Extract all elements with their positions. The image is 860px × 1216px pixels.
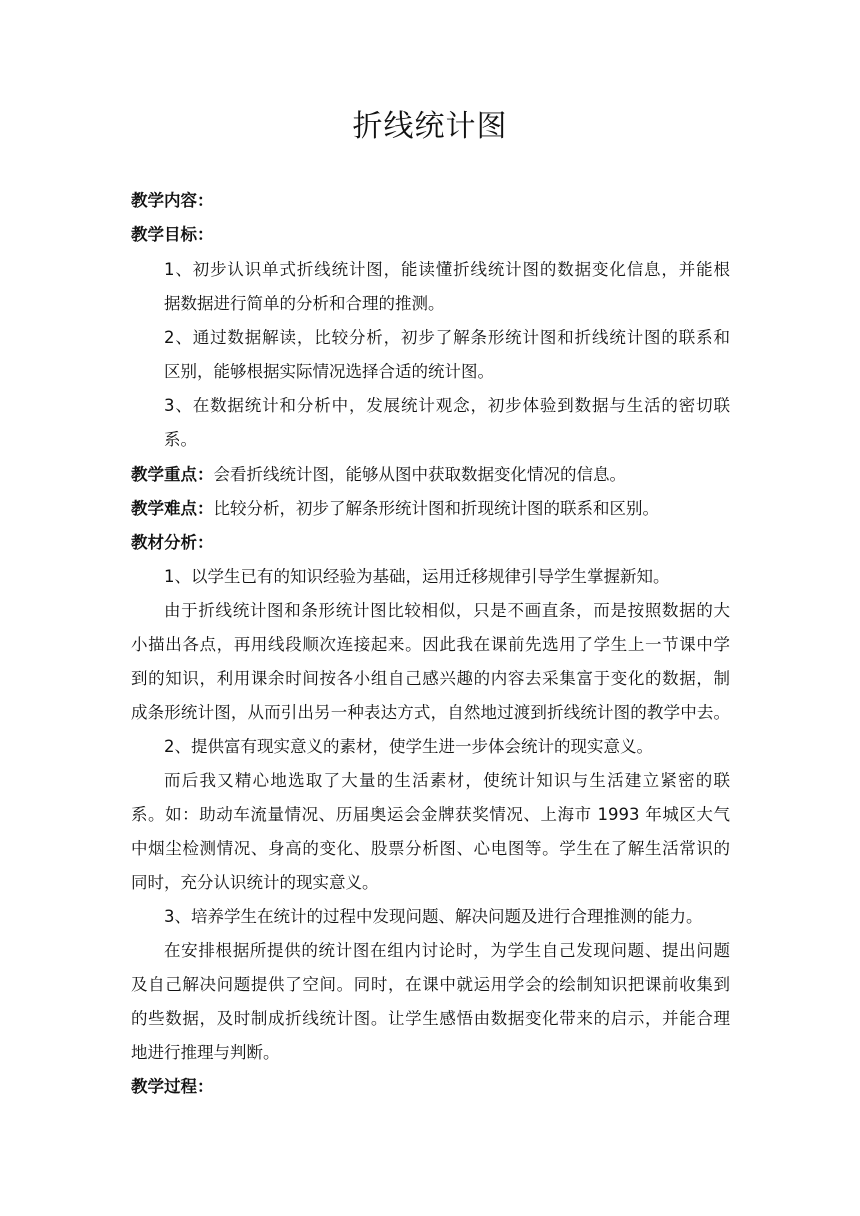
analysis-2-heading: 2、提供富有现实意义的素材，使学生进一步体会统计的现实意义。: [164, 737, 653, 756]
analysis-1-line-1: 由于折线统计图和条形统计图比较相似，只是不画直条，而是按照数据的大: [164, 601, 730, 620]
section-label-content: 教学内容：: [131, 191, 214, 210]
analysis-3-line-3: 的些数据，及时制成折线统计图。让学生感悟由数据变化带来的启示，并能合理: [131, 1009, 730, 1028]
analysis-1-line-2: 小描出各点，再用线段顺次连接起来。因此我在课前先选用了学生上一节课中学: [131, 635, 730, 654]
analysis-2-line-2: 系。如：助动车流量情况、历届奥运会金牌获奖情况、上海市 1993 年城区大气: [131, 805, 730, 824]
goal-2-line-1: 2、通过数据解读，比较分析，初步了解条形统计图和折线统计图的联系和: [164, 328, 730, 347]
analysis-1-heading: 1、以学生已有的知识经验为基础，运用迁移规律引导学生掌握新知。: [164, 567, 670, 586]
analysis-1-line-4: 成条形统计图，从而引出另一种表达方式，自然地过渡到折线统计图的教学中去。: [131, 703, 730, 722]
key-point-text: 会看折线统计图，能够从图中获取数据变化情况的信息。: [213, 465, 626, 484]
difficulty-label: 教学难点：: [131, 499, 214, 518]
analysis-3-line-1: 在安排根据所提供的统计图在组内讨论时，为学生自己发现问题、提出问题: [164, 941, 730, 960]
section-label-analysis: 教材分析：: [131, 533, 214, 552]
analysis-1-line-3: 到的知识，利用课余时间按各小组自己感兴趣的内容去采集富于变化的数据，制: [131, 669, 730, 688]
difficulty-text: 比较分析，初步了解条形统计图和折现统计图的联系和区别。: [213, 499, 659, 518]
difficulty-row: [131, 498, 659, 520]
analysis-3-line-2: 及自己解决问题提供了空间。同时，在课中就运用学会的绘制知识把课前收集到: [131, 975, 730, 994]
goal-2-line-2: 区别，能够根据实际情况选择合适的统计图。: [164, 362, 494, 381]
key-point-row: [131, 464, 626, 486]
page-title: 折线统计图: [352, 109, 508, 144]
analysis-2-line-1: 而后我又精心地选取了大量的生活素材，使统计知识与生活建立紧密的联: [164, 771, 730, 790]
analysis-3-heading: 3、培养学生在统计的过程中发现问题、解决问题及进行合理推测的能力。: [164, 907, 703, 926]
goal-3-line-2: 系。: [164, 430, 197, 449]
goal-1-line-1: 1、初步认识单式折线统计图，能读懂折线统计图的数据变化信息，并能根: [164, 260, 730, 279]
analysis-2-line-3: 中烟尘检测情况、身高的变化、股票分析图、心电图等。学生在了解生活常识的: [131, 839, 730, 858]
analysis-2-line-4: 同时，充分认识统计的现实意义。: [131, 873, 379, 892]
section-label-process: 教学过程：: [131, 1077, 214, 1096]
goal-1-line-2: 据数据进行简单的分析和合理的推测。: [164, 294, 445, 313]
analysis-3-line-4: 地进行推理与判断。: [131, 1043, 280, 1062]
section-label-goals: 教学目标：: [131, 225, 214, 244]
goal-3-line-1: 3、在数据统计和分析中，发展统计观念，初步体验到数据与生活的密切联: [164, 396, 730, 415]
key-point-label: 教学重点：: [131, 465, 214, 484]
